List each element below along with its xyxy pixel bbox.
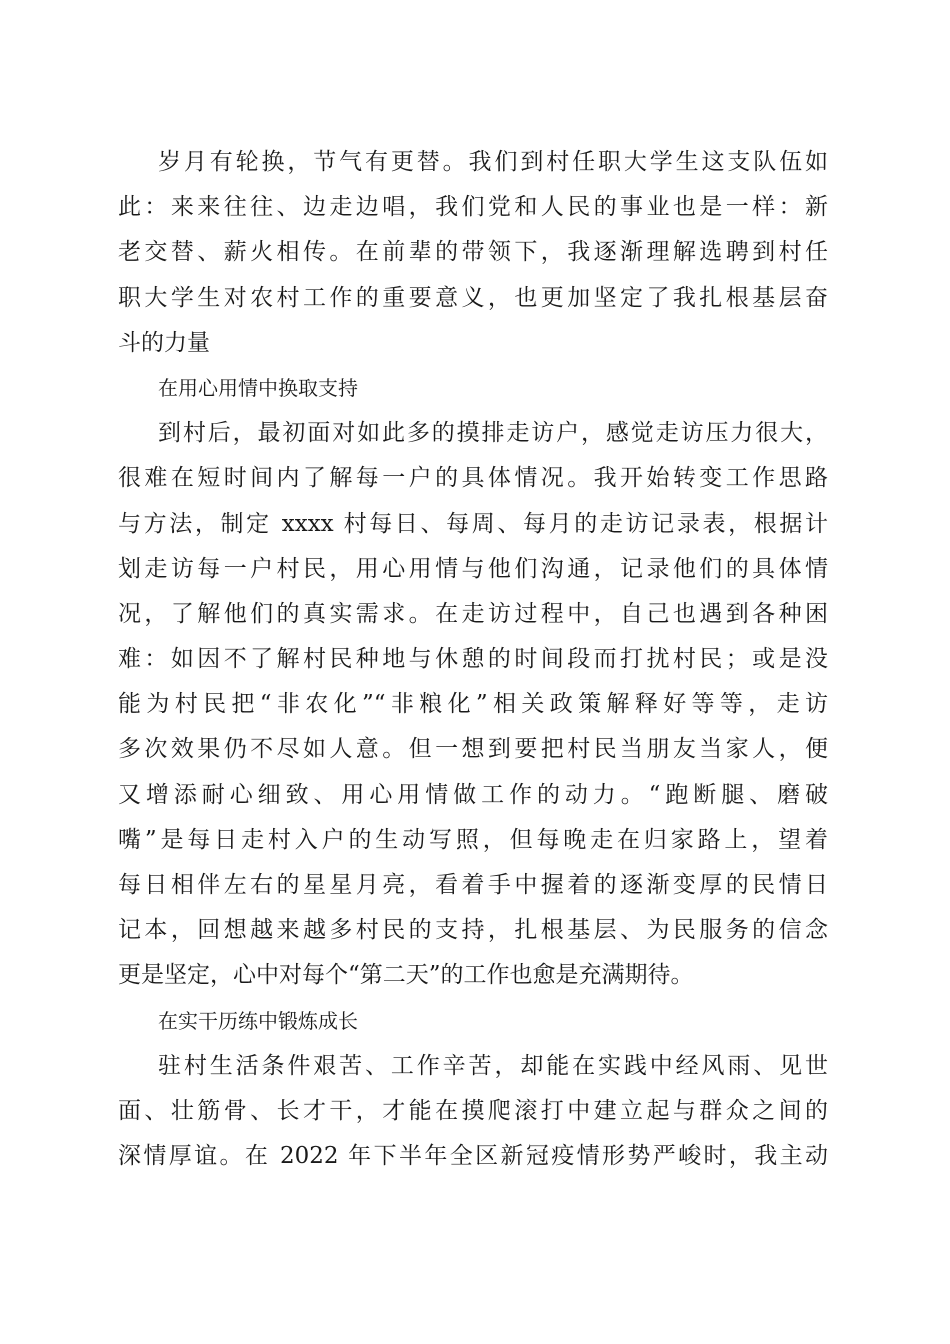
paragraph-line: 又增添耐心细致、用心用情做工作的动力。“跑断腿、磨破 — [118, 781, 828, 808]
paragraph-line: 斗的力量 — [118, 329, 210, 356]
paragraph-line: 记本，回想越来越多村民的支持，扎根基层、为民服务的信念 — [118, 917, 828, 944]
paragraph-line: 每日相伴左右的星星月亮，看着手中握着的逐渐变厚的民情日 — [118, 872, 828, 898]
paragraph-line: 很难在短时间内了解每一户的具体情况。我开始转变工作思路 — [118, 465, 828, 492]
paragraph-line: 能为村民把“非农化”“非粮化”相关政策解释好等等，走访 — [118, 691, 828, 718]
paragraph-line: 深情厚谊。在 2022 年下半年全区新冠疫情形势严峻时，我主动 — [118, 1143, 828, 1170]
paragraph-line: 与方法，制定 xxxx 村每日、每周、每月的走访记录表，根据计 — [118, 510, 828, 537]
paragraph-growth — [118, 1044, 828, 1180]
paragraph-line: 驻村生活条件艰苦、工作辛苦，却能在实践中经风雨、见世 — [158, 1052, 828, 1079]
paragraph-line: 况，了解他们的真实需求。在走访过程中，自己也遇到各种困 — [118, 600, 828, 627]
paragraph-line: 面、壮筋骨、长才干，才能在摸爬滚打中建立起与群众之间的 — [118, 1097, 828, 1124]
paragraph-line: 嘴”是每日走村入户的生动写照，但每晚走在归家路上，望着 — [118, 826, 828, 853]
section-heading-growth: 在实干历练中锻炼成长 — [158, 1008, 358, 1033]
paragraph-line: 岁月有轮换，节气有更替。我们到村任职大学生这支队伍如 — [158, 149, 828, 175]
paragraph-line: 多次效果仍不尽如人意。但一想到要把村民当朋友当家人，便 — [118, 736, 828, 763]
paragraph-visits — [118, 411, 828, 998]
paragraph-line: 更是坚定，心中对每个“第二天”的工作也愈是充满期待。 — [118, 962, 694, 989]
paragraph-intro — [118, 140, 828, 366]
document-body — [118, 140, 828, 1179]
paragraph-line: 划走访每一户村民，用心用情与他们沟通，记录他们的具体情 — [118, 555, 828, 582]
paragraph-line: 职大学生对农村工作的重要意义，也更加坚定了我扎根基层奋 — [118, 284, 828, 311]
section-heading-support: 在用心用情中换取支持 — [158, 375, 358, 400]
paragraph-line: 到村后，最初面对如此多的摸排走访户，感觉走访压力很大， — [158, 420, 828, 447]
paragraph-line: 老交替、薪火相传。在前辈的带领下，我逐渐理解选聘到村任 — [118, 239, 828, 266]
paragraph-line: 难：如因不了解村民种地与休憩的时间段而打扰村民；或是没 — [118, 646, 828, 673]
paragraph-line: 此：来来往往、边走边唱，我们党和人民的事业也是一样：新 — [118, 194, 828, 221]
